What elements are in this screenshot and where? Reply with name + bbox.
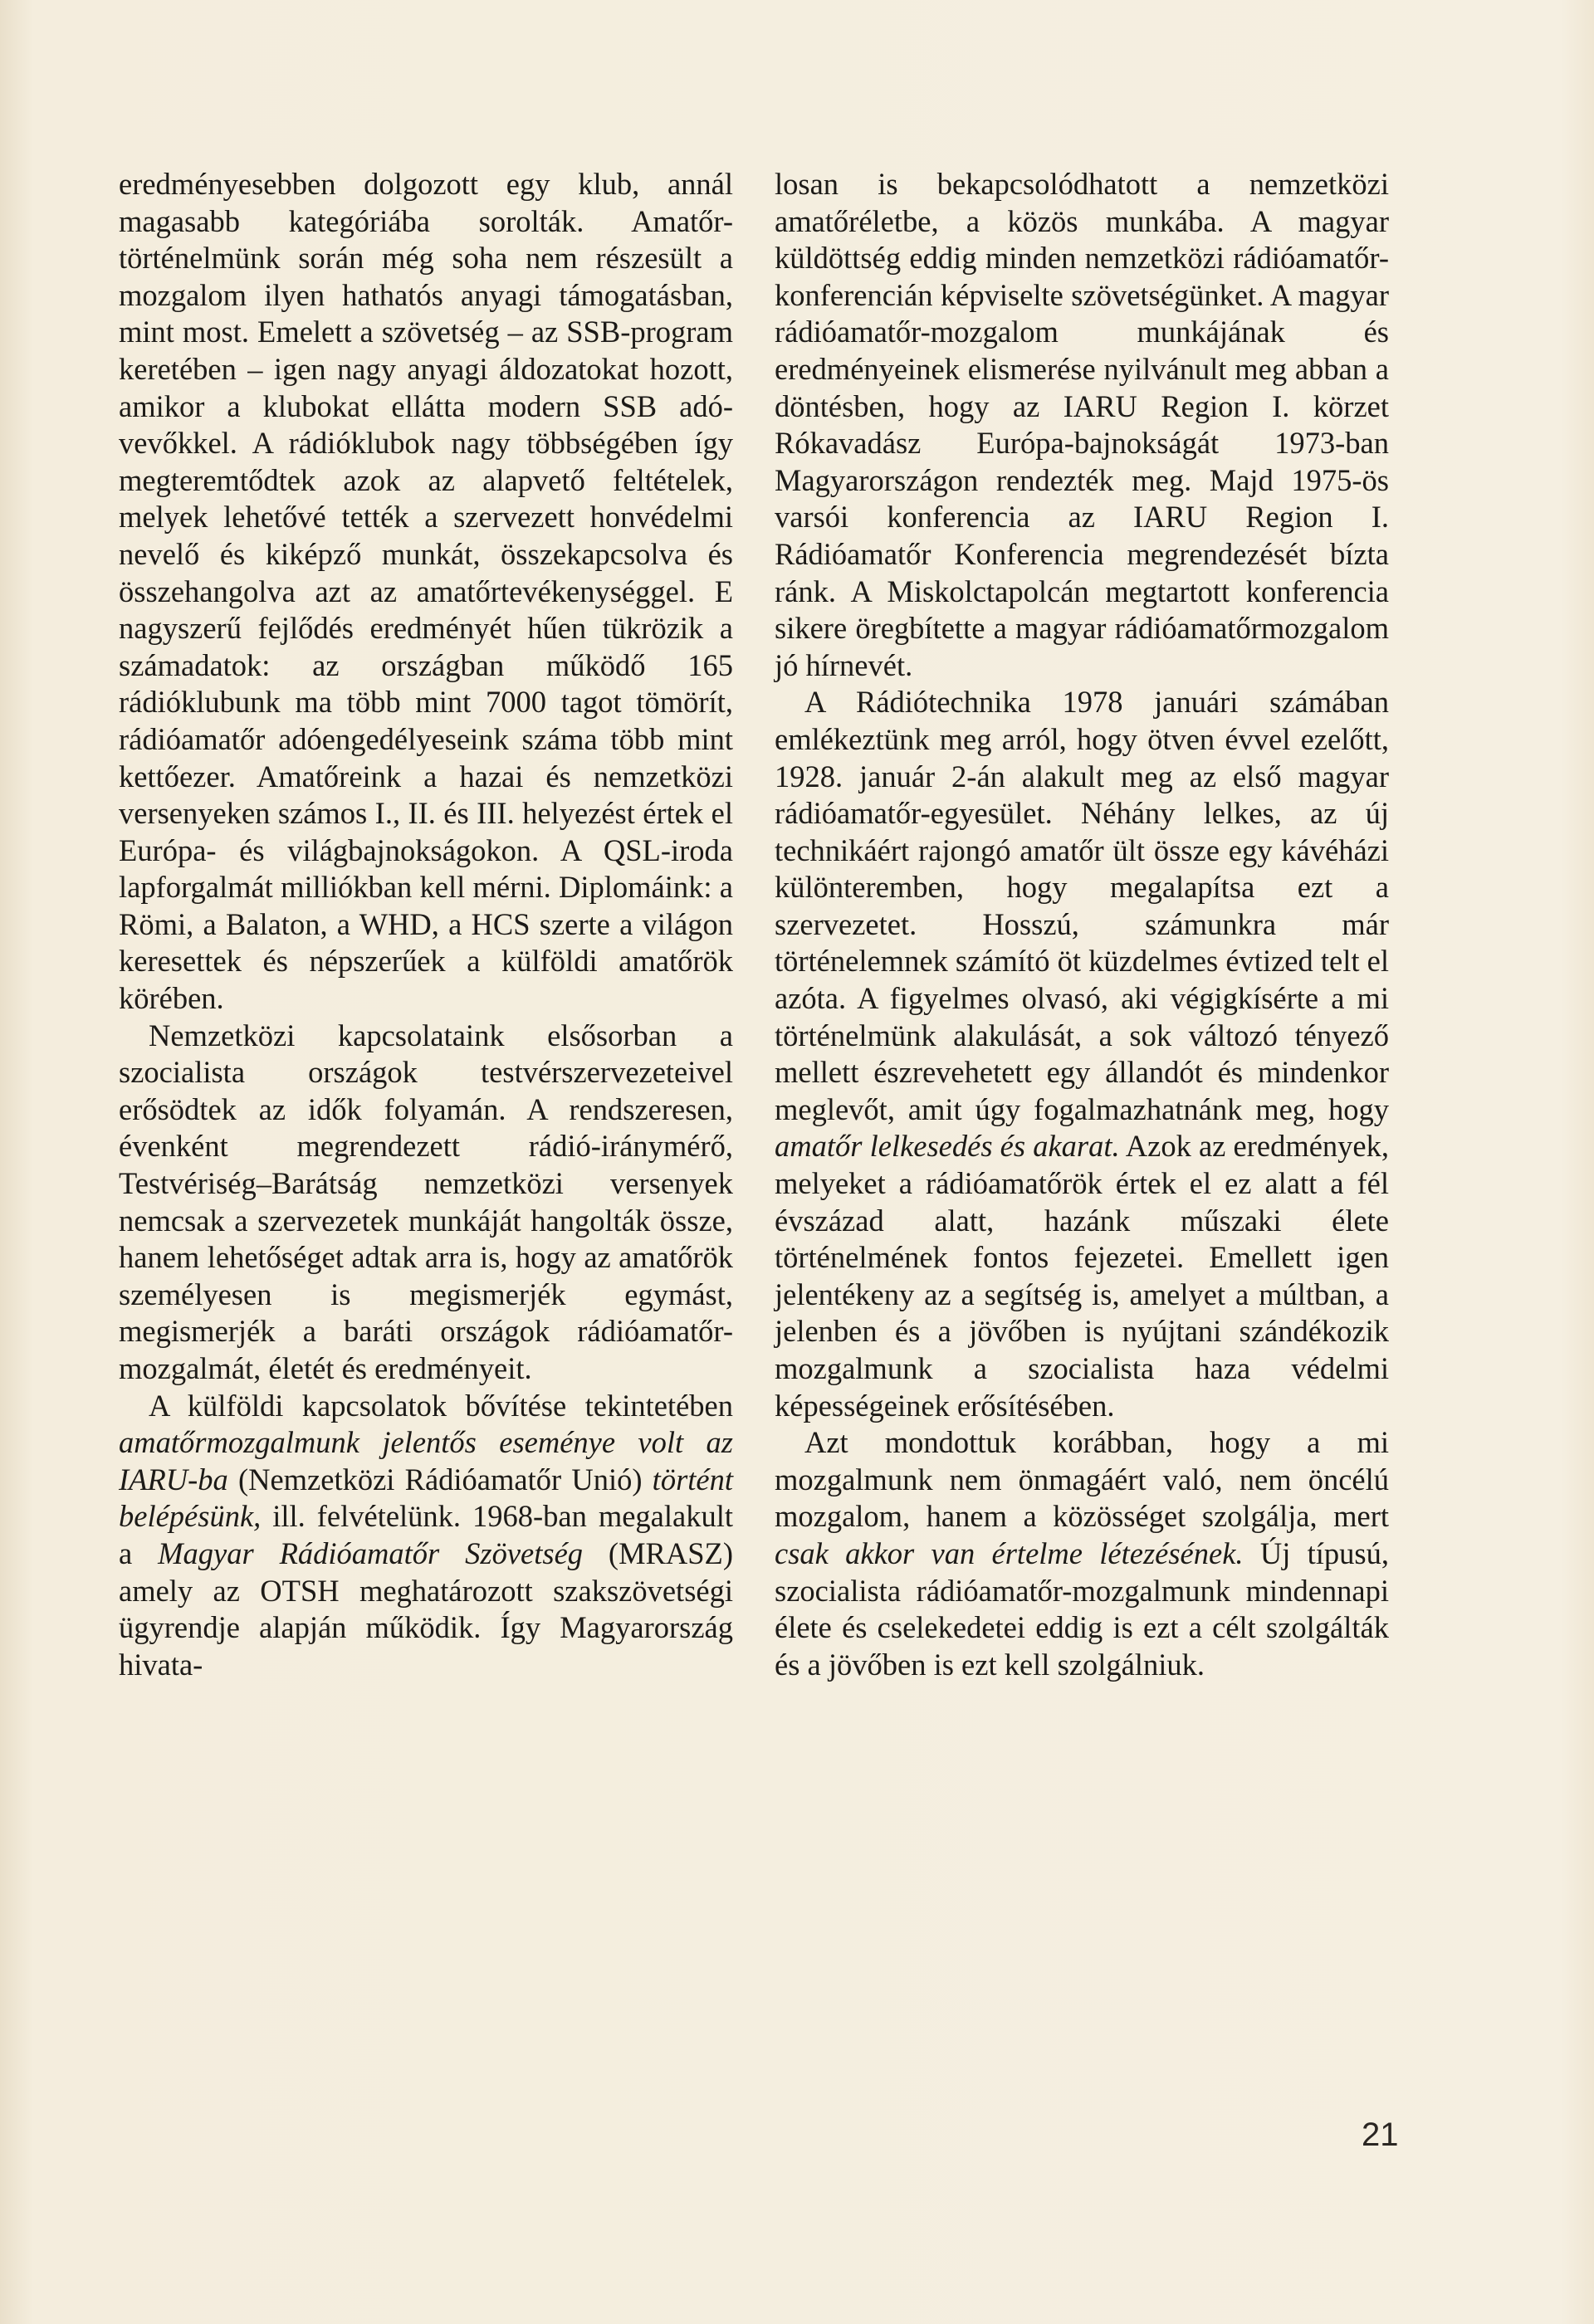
text-run: ill. felvételünk. 1968-ban megalakult a xyxy=(119,1499,733,1570)
text-run: Azt mondottuk korábban, hogy a mi mozgalmunk nem önmagáért való, nem öncélú mozgalom, hanem a közösséget szolgálja, mert xyxy=(775,1425,1389,1534)
paragraph xyxy=(775,684,1389,1424)
italic-text-run: amatőrmozgalmunk jelentős eseménye volt az IARU-ba xyxy=(119,1425,733,1496)
text-run: Nemzetközi kapcsolataink elsősorban a szocialista országok testvérszervezeteivel erősödtek az idők folyamán. A rendszeresen, évenként megrendezett rádió-iránymérő, Testvériség–Barátság nemzetközi versenyek nemcsak a szervezetek munkáját hangolták össze, hanem lehetőséget adtak arra is, hogy az amatőrök személyesen is megismerjék egymást, megismerjék a baráti országok rádióamatőr-mozgalmát, életét és eredményeit. xyxy=(119,1018,733,1385)
page-number: 21 xyxy=(1362,2116,1399,2153)
paragraph xyxy=(119,166,733,1018)
text-run: losan is bekapcsolódhatott a nemzetközi amatőréletbe, a közös munkába. A magyar küldöttség eddig minden nemzetközi rádióamatőr-konferencián képviselte szövetségünket. A magyar rádióamatőr-mozgalom munkájának és eredményeinek elismerése nyilvánult meg abban a döntésben, hogy az IARU Region I. körzet Rókavadász Európa-bajnokságát 1973-ban Magyarországon rendezték meg. Majd 1975-ös varsói konferencia az IARU Region I. Rádióamatőr Konferencia megrendezését bízta ránk. A Miskolctapolcán megtartott konferencia sikere öregbítette a magyar rádióamatőrmozgalom jó hírnevét. xyxy=(775,167,1389,682)
text-run: A Rádiótechnika 1978 januári számában emlékeztünk meg arról, hogy ötven évvel ezelőtt, 1928. január 2-án alakult meg az első magyar rádióamatőr-egyesület. Néhány lelkes, az új technikáért rajongó amatőr ült össze egy kávéházi különteremben, hogy megalapítsa ezt a szervezetet. Hosszú, számunkra már történelemnek számító öt küzdelmes évtized telt el azóta. A figyelmes olvasó, aki végigkísérte a mi történelmünk alakulását, a sok változó tényező mellett észrevehetett egy állandót és mindenkor meglevőt, amit úgy fogalmazhatnánk meg, hogy xyxy=(775,685,1389,1126)
text-run: A külföldi kapcsolatok bővítése tekintetében xyxy=(149,1388,733,1423)
text-run: Azok az eredmények, melyeket a rádióamatőrök értek el ez alatt a fél évszázad alatt, hazánk műszaki élete történelmének fontos fejezetei. Emellett igen jelentékeny az a segítség is, amelyet a múltban, a jelenben és a jövőben is nyújtani szándékozik mozgalmunk a szocialista haza védelmi képességeinek erősítésében. xyxy=(775,1129,1389,1423)
paragraph xyxy=(119,1018,733,1388)
right-text-column xyxy=(775,166,1389,1683)
text-run: Új típusú, szocialista rádióamatőr-mozgalmunk mindennapi élete és cselekedetei eddig is ezt a célt szolgálták és a jövőben is ezt kell szolgálniuk. xyxy=(775,1536,1389,1682)
paragraph xyxy=(119,1388,733,1684)
italic-text-run: Magyar Rádióamatőr Szövetség xyxy=(158,1536,584,1570)
paragraph xyxy=(775,166,1389,684)
italic-text-run: csak akkor van értelme létezésének. xyxy=(775,1536,1244,1570)
text-run: eredményesebben dolgozott egy klub, annál magasabb kategóriába sorolták. Amatőr-történelmünk során még soha nem részesült a mozgalom ilyen hathatós anyagi támogatásban, mint most. Emelett a szövetség – az SSB-program keretében – igen nagy anyagi áldozatokat hozott, amikor a klubokat ellátta modern SSB adó-vevőkkel. A rádióklubok nagy többségében így megteremtődtek azok az alapvető feltételek, melyek lehetővé tették a szervezett honvédelmi nevelő és kiképző munkát, összekapcsolva és összehangolva azt az amatőrtevékenységgel. E nagyszerű fejlődés eredményét hűen tükrözik a számadatok: az országban működő 165 rádióklubunk ma több mint 7000 tagot tömörít, rádióamatőr adóengedélyeseink száma több mint kettőezer. Amatőreink a hazai és nemzetközi versenyeken számos I., II. és III. helyezést értek el Európa- és világbajnokságokon. A QSL-iroda lapforgalmát milliókban kell mérni. Diplomáink: a Römi, a Balaton, a WHD, a HCS szerte a világon keresettek és népszerűek a külföldi amatőrök körében. xyxy=(119,167,733,1016)
text-run: (MRASZ) amely az OTSH meghatározott szakszövetségi ügyrendje alapján működik. Így Magyarország hivata- xyxy=(119,1536,733,1682)
paragraph xyxy=(775,1424,1389,1683)
italic-text-run: amatőr lelkesedés és akarat. xyxy=(775,1129,1120,1164)
italic-text-run: történt belépésünk, xyxy=(119,1462,733,1534)
text-run: (Nemzetközi Rádióamatőr Unió) xyxy=(227,1462,653,1496)
left-text-column xyxy=(119,166,733,1683)
